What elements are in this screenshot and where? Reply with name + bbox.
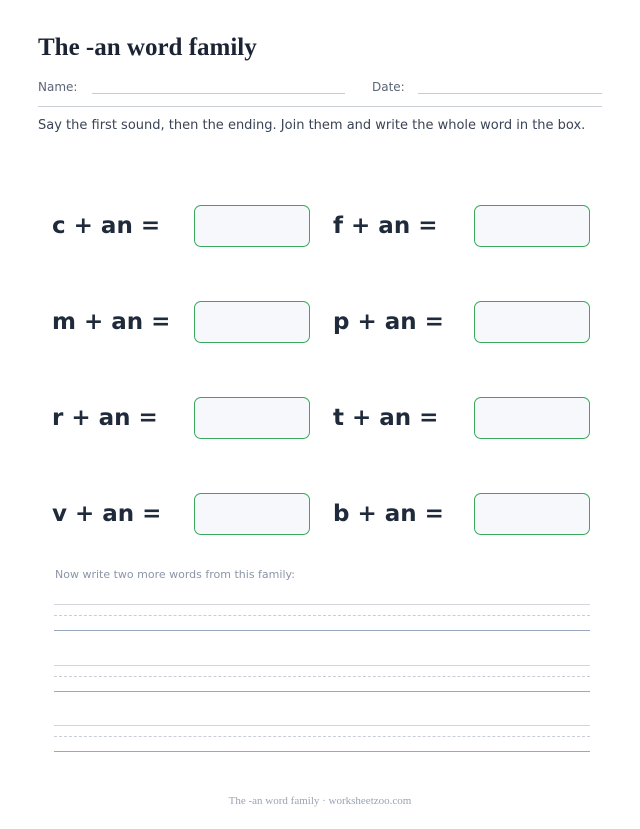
problem-equation: r + an = — [52, 405, 158, 431]
answer-box[interactable] — [474, 205, 590, 247]
writing-mid-line — [54, 736, 590, 737]
writing-mid-line — [54, 676, 590, 677]
answer-box[interactable] — [474, 397, 590, 439]
problem-equation: c + an = — [52, 213, 161, 239]
writing-top-line — [54, 665, 590, 666]
date-line[interactable] — [418, 93, 602, 94]
answer-box[interactable] — [194, 301, 310, 343]
answer-box[interactable] — [194, 397, 310, 439]
name-line[interactable] — [92, 93, 345, 94]
answer-box[interactable] — [474, 301, 590, 343]
problem-equation: b + an = — [333, 501, 444, 527]
writing-top-line — [54, 725, 590, 726]
problem-equation: v + an = — [52, 501, 162, 527]
writing-mid-line — [54, 615, 590, 616]
writing-base-line — [54, 751, 590, 752]
answer-box[interactable] — [194, 493, 310, 535]
date-label: Date: — [372, 80, 405, 94]
footer-credit: The -an word family · worksheetzoo.com — [228, 795, 412, 807]
answer-box[interactable] — [474, 493, 590, 535]
writing-base-line — [54, 691, 590, 692]
problem-equation: m + an = — [52, 309, 171, 335]
problem-equation: t + an = — [333, 405, 439, 431]
header-divider — [38, 106, 602, 107]
answer-box[interactable] — [194, 205, 310, 247]
name-label: Name: — [38, 80, 78, 94]
writing-top-line — [54, 604, 590, 605]
writing-base-line — [54, 630, 590, 631]
problem-equation: p + an = — [333, 309, 444, 335]
problem-equation: f + an = — [333, 213, 438, 239]
worksheet-title: The -an word family — [38, 34, 257, 61]
instructions: Say the first sound, then the ending. Join them and write the whole word in the box. — [38, 118, 586, 133]
extra-words-prompt: Now write two more words from this family: — [55, 568, 295, 581]
